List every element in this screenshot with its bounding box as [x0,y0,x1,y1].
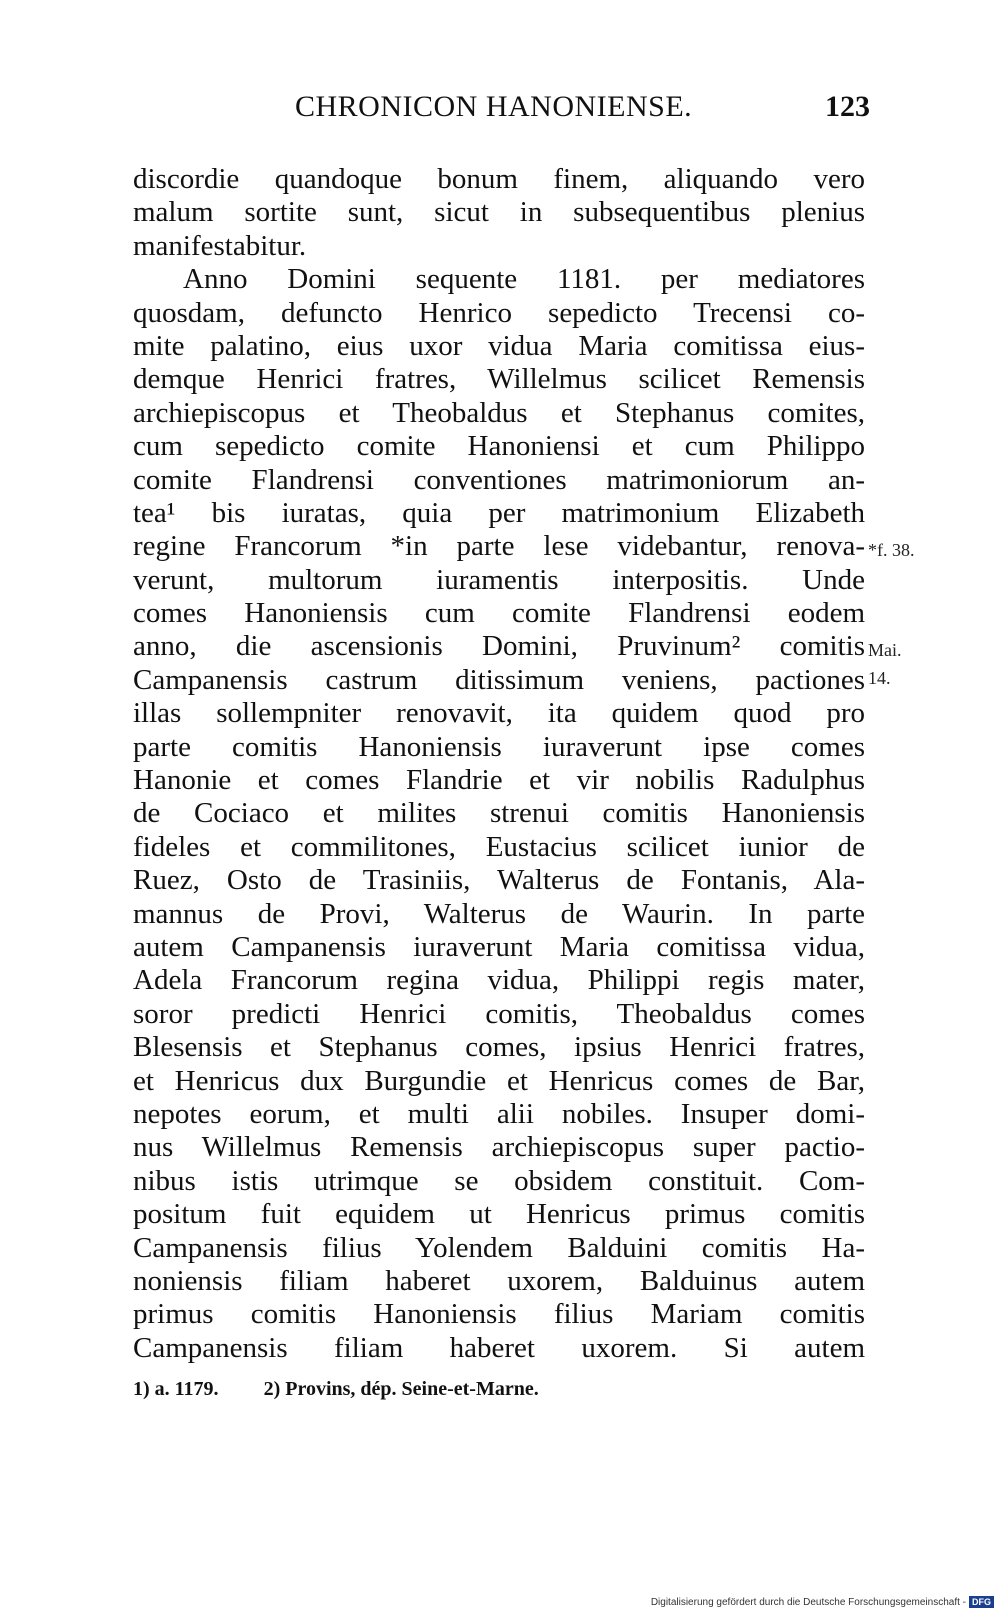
margin-note-day: 14. [868,668,891,688]
text-line: regine Francorum *in parte lese videbantur, renova- [133,530,865,563]
text-line: comite Flandrensi conventiones matrimoniorum an- [133,463,865,496]
body-text [133,163,865,1365]
text-line: discordie quandoque bonum finem, aliquando vero [133,163,865,195]
text-line: Campanensis filiam haberet uxorem. Si autem [133,1331,865,1364]
digitization-credit [651,1596,994,1608]
text-line: Hanonie et comes Flandrie et vir nobilis Radulphus [133,764,865,797]
page-number: 123 [825,90,870,123]
text-line: primus comitis Hanoniensis filius Mariam comitis [133,1298,865,1331]
dfg-logo-icon: DFG [969,1596,994,1608]
text-line: et Henricus dux Burgundie et Henricus comes de Bar, [133,1064,865,1097]
text-line: quosdam, defuncto Henrico sepedicto Trecensi co- [133,296,865,329]
text-line: Ruez, Osto de Trasiniis, Walterus de Fontanis, Ala- [133,864,865,897]
running-title: CHRONICON HANONIENSE. [295,90,693,123]
text-line: malum sortite sunt, sicut in subsequentibus plenius [133,196,865,229]
text-line: parte comitis Hanoniensis iuraverunt ipse comes [133,730,865,763]
text-line: archiepiscopus et Theobaldus et Stephanus comites, [133,396,865,429]
text-line: manifestabitur. [133,229,307,262]
text-line: illas sollempniter renovavit, ita quidem quod pro [133,697,865,730]
text-line: comes Hanoniensis cum comite Flandrensi eodem [133,597,865,630]
text-line: de Cociaco et milites strenui comitis Hanoniensis [133,797,865,830]
text-line: tea¹ bis iuratas, quia per matrimonium Elizabeth [133,496,865,529]
text-line: Blesensis et Stephanus comes, ipsius Henrici fratres, [133,1031,865,1064]
text-line: anno, die ascensionis Domini, Pruvinum² comitis [133,630,865,663]
text-line: Adela Francorum regina vidua, Philippi regis mater, [133,964,865,997]
text-line: Campanensis castrum ditissimum veniens, pactiones [133,663,865,696]
text-line: cum sepedicto comite Hanoniensi et cum Philippo [133,430,865,463]
text-line: mite palatino, eius uxor vidua Maria comitissa eius- [133,329,865,362]
text-line: verunt, multorum iuramentis interpositis. Unde [133,563,865,596]
text-line: soror predicti Henrici comitis, Theobaldus comes [133,997,865,1030]
text-line: noniensis filiam haberet uxorem, Balduinus autem [133,1264,865,1297]
text-line: nepotes eorum, et multi alii nobiles. Insuper domi- [133,1097,865,1130]
text-line: Anno Domini sequente 1181. per mediatores [183,263,865,296]
text-line: nus Willelmus Remensis archiepiscopus super pactio- [133,1131,865,1164]
text-line: demque Henrici fratres, Willelmus scilicet Remensis [133,363,865,396]
text-line: mannus de Provi, Walterus de Waurin. In parte [133,897,865,930]
footnote-2: 2) Provins, dép. Seine-et-Marne. [263,1378,539,1400]
digitization-note: Digitalisierung gefördert durch die Deutsche Forschungsgemeinschaft - [650,1597,966,1608]
text-line: autem Campanensis iuraverunt Maria comitissa vidua, [133,930,865,963]
text-line: Campanensis filius Yolendem Balduini comitis Ha- [133,1231,865,1264]
text-line: positum fuit equidem ut Henricus primus comitis [133,1198,865,1231]
margin-note-folio: *f. 38. [868,540,915,560]
text-line: fideles et commilitones, Eustacius scilicet iunior de [133,830,865,863]
footnotes [133,1378,579,1401]
text-line: nibus istis utrimque se obsidem constituit. Com- [133,1164,865,1197]
footnote-1: 1) a. 1179. [133,1378,219,1400]
margin-note-month: Mai. [868,640,902,660]
page-header [135,90,870,134]
